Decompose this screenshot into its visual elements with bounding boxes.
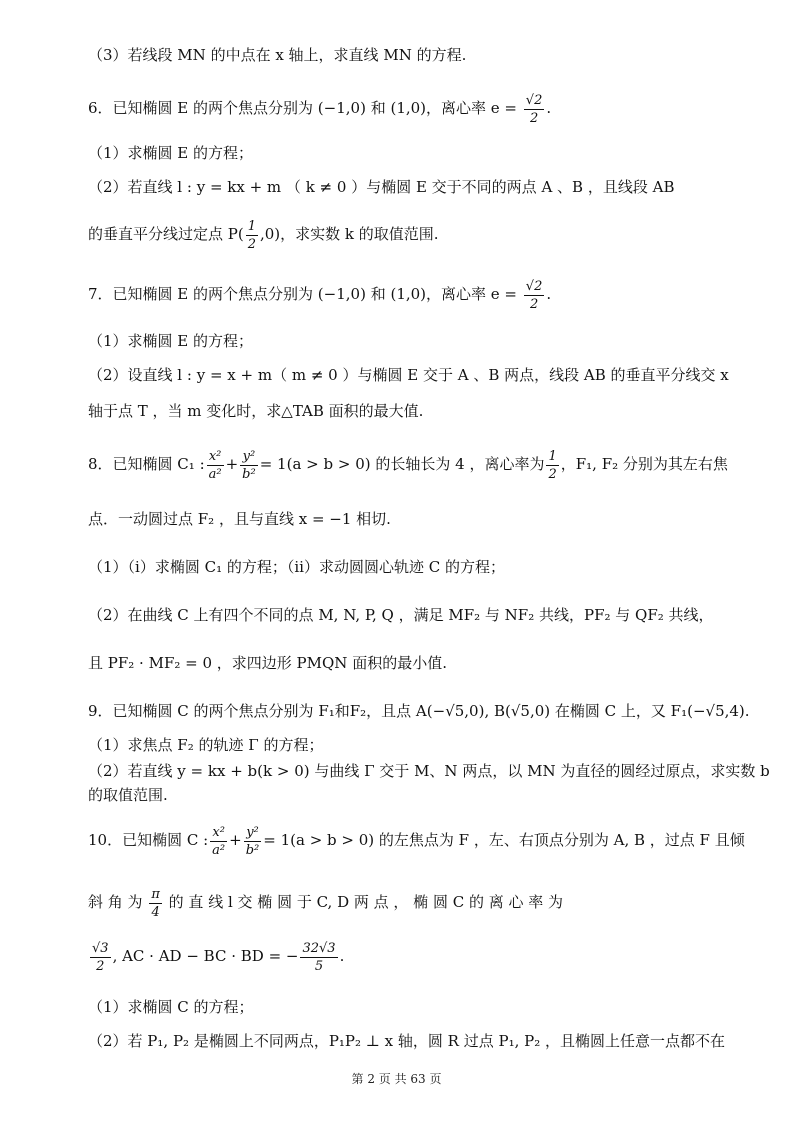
q10-y-numerator: y² — [246, 824, 259, 840]
q6-statement — [88, 86, 733, 130]
q7-end: . — [546, 285, 552, 303]
q10-ecc-denominator: 2 — [90, 957, 111, 973]
q10-part2: （2）若 P₁, P₂ 是椭圆上不同两点，P₁P₂ ⊥ x 轴，圆 R 过点 P₁, P₂ ，且椭圆上任意一点都不在 — [88, 1032, 726, 1050]
q6-point-denominator: 2 — [247, 236, 256, 252]
q8-y-numerator: y² — [242, 448, 256, 464]
q10-x-numerator: x² — [212, 824, 225, 840]
q6-point-fraction — [246, 220, 258, 251]
q7-text: 7．已知椭圆 E 的两个焦点分别为 (−1,0) 和 (1,0)，离心率 e = — [88, 285, 518, 303]
q7-eccentricity-fraction — [524, 280, 545, 311]
q10-statement — [88, 818, 745, 862]
q7-part2: （2）设直线 l : y = x + m（ m ≠ 0 ）与椭圆 E 交于 A 、B 两点，线段 AB 的垂直平分线交 x — [88, 366, 729, 384]
q6-text: 6．已知椭圆 E 的两个焦点分别为 (−1,0) 和 (1,0)，离心率 e = — [88, 99, 518, 117]
q8-text-c: ，F₁, F₂ 分别为其左右焦 — [560, 455, 728, 473]
q9-part1: （1）求焦点 F₂ 的轨迹 Γ 的方程； — [88, 736, 324, 754]
q9-part2-cont: 的取值范围. — [88, 786, 168, 804]
q10-line3-end: . — [339, 947, 345, 965]
q10-x-fraction — [210, 826, 227, 857]
q8-part2: （2）在曲线 C 上有四个不同的点 M, N, P, Q ，满足 MF₂ 与 NF₂ 共线，PF₂ 与 QF₂ 共线， — [88, 606, 714, 624]
q8-x-fraction — [207, 450, 224, 481]
q10-ecc-numerator: √3 — [92, 940, 109, 956]
q9-part2: （2）若直线 y = kx + b(k > 0) 与曲线 Γ 交于 M、N 两点，以 MN 为直径的圆经过原点，求实数 b — [88, 762, 770, 780]
q9-statement: 9．已知椭圆 C 的两个焦点分别为 F₁和F₂，且点 A(−√5,0), B(√5,0) 在椭圆 C 上，又 F₁(−√5,4). — [88, 702, 750, 720]
q10-part1: （1）求椭圆 C 的方程； — [88, 998, 254, 1016]
q10-angle-fraction — [149, 888, 162, 919]
q8-part1: （1）（ⅰ）求椭圆 C₁ 的方程；（ⅱ）求动圆圆心轨迹 C 的方程； — [88, 558, 505, 576]
q10-y-fraction — [244, 826, 262, 857]
q8-plus: + — [225, 455, 239, 473]
q10-line2-text-a: 斜 角 为 — [88, 893, 143, 911]
q6-p2b-text-b: ,0)，求实数 k 的取值范围. — [260, 225, 439, 243]
q8-part2-cont: 且 PF₂ · MF₂ = 0 ，求四边形 PMQN 面积的最小值. — [88, 654, 447, 672]
q10-x-denominator: a² — [212, 842, 226, 858]
q10-plus: + — [229, 831, 242, 849]
q10-line2 — [88, 880, 733, 924]
q8-x-numerator: x² — [208, 448, 222, 464]
q8-y-fraction — [240, 450, 258, 481]
q6-frac-denominator: 2 — [524, 109, 545, 125]
q10-angle-numerator: π — [151, 886, 160, 902]
q6-point-numerator: 1 — [247, 218, 256, 234]
q8-x-denominator: a² — [208, 466, 222, 482]
q6-part1: （1）求椭圆 E 的方程； — [88, 144, 254, 162]
q8-e-denominator: 2 — [548, 466, 557, 482]
q10-y-denominator: b² — [245, 842, 260, 858]
q10-line3-vectors: , AC · AD − BC · BD = − — [112, 947, 299, 965]
q5-part3: （3）若线段 MN 的中点在 x 轴上，求直线 MN 的方程. — [88, 46, 467, 64]
q10-value-fraction — [300, 942, 337, 973]
q6-frac-numerator: √2 — [525, 92, 543, 108]
q6-eccentricity-fraction — [524, 94, 545, 125]
q6-p2b-text-a: 的垂直平分线过定点 P( — [88, 225, 244, 243]
q8-e-numerator: 1 — [548, 448, 557, 464]
q6-part2: （2）若直线 l : y = kx + m （ k ≠ 0 ）与椭圆 E 交于不同的两点 A 、B ，且线段 AB — [88, 178, 675, 196]
q8-text-a: 8．已知椭圆 C₁ : — [88, 455, 205, 473]
q10-text-a: 10．已知椭圆 C : — [88, 831, 209, 849]
q7-statement — [88, 272, 733, 316]
q6-end: . — [546, 99, 552, 117]
q10-line3 — [88, 934, 733, 978]
q8-e-fraction — [546, 450, 558, 481]
q10-angle-denominator: 4 — [149, 903, 162, 919]
q8-y-denominator: b² — [242, 466, 256, 482]
q7-frac-denominator: 2 — [524, 295, 545, 311]
q10-value-numerator: 32√3 — [302, 940, 336, 956]
q10-line2-text-b: 的 直 线 l 交 椭 圆 于 C, D 两 点 ， 椭 圆 C 的 离 心 率 为 — [168, 893, 564, 911]
q7-part2-cont: 轴于点 T ，当 m 变化时，求△TAB 面积的最大值. — [88, 402, 424, 420]
q8-line2: 点．一动圆过点 F₂ ，且与直线 x = −1 相切. — [88, 510, 391, 528]
q8-text-b: = 1(a > b > 0) 的长轴长为 4 ，离心率为 — [259, 455, 545, 473]
q10-ecc-fraction — [90, 942, 111, 973]
q10-text-b: = 1(a > b > 0) 的左焦点为 F ，左、右顶点分别为 A, B ，过点 F 且倾 — [263, 831, 745, 849]
q6-part2-cont — [88, 212, 733, 256]
q8-statement — [88, 442, 733, 486]
page-footer: 第 2 页 共 63 页 — [351, 1072, 442, 1086]
q10-value-denominator: 5 — [300, 957, 337, 973]
q7-part1: （1）求椭圆 E 的方程； — [88, 332, 254, 350]
q7-frac-numerator: √2 — [525, 278, 543, 294]
